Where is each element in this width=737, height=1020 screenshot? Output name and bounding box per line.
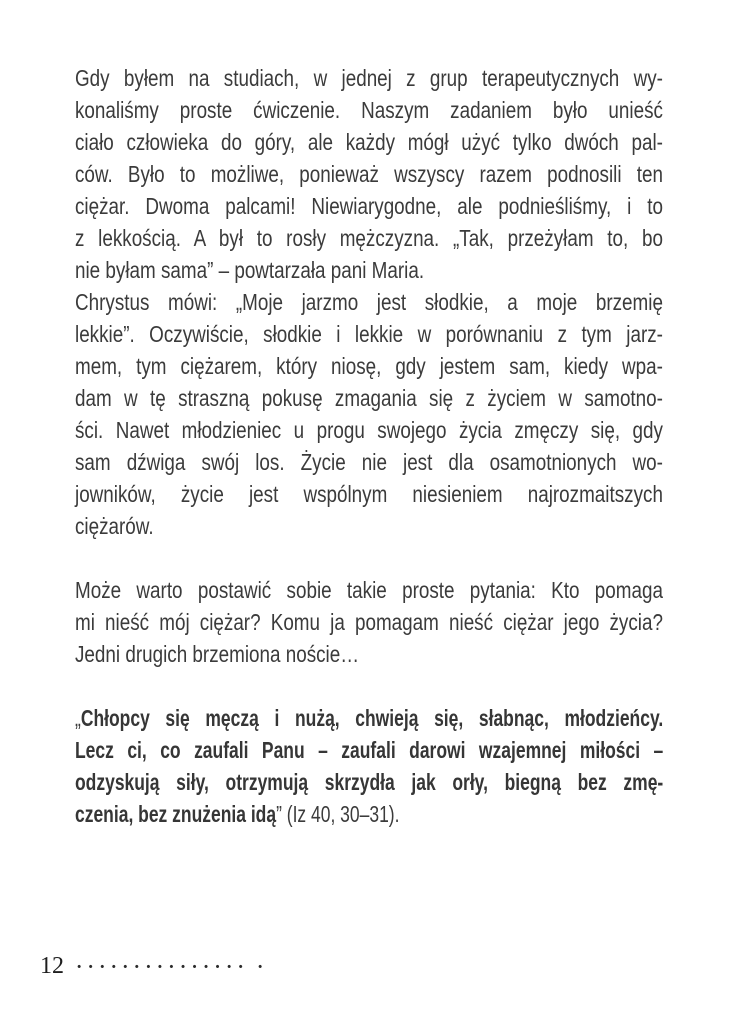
paragraph-3 [75,574,663,670]
body-text: jowników, życie jest wspólnym niesieniem najrozmaitszych [75,481,663,507]
body-text: dam w tę straszną pokusę zmagania się z życiem w samotno- [75,385,663,411]
text-line [75,606,663,638]
body-text: ” (Iz 40, 30–31). [276,801,400,827]
body-text: nie byłam sama” – powtarzała pani Maria. [75,257,425,283]
text-line [75,798,663,830]
text-line [75,446,663,478]
body-text: „ [75,705,81,731]
text-line [75,510,663,542]
text-line [75,350,663,382]
body-text: konaliśmy proste ćwiczenie. Naszym zadaniem było unieść [75,97,663,123]
text-line [75,126,663,158]
text-line [75,94,663,126]
text-line [75,190,663,222]
body-text: sam dźwiga swój los. Życie nie jest dla osamotnionych wo- [75,449,663,475]
text-line [75,318,663,350]
emphasized-text: Lecz ci, co zaufali Panu – zaufali darowi wzajemnej miłości – [75,737,664,763]
body-text: mi nieść mój ciężar? Komu ja pomagam nieść ciężar jego życia? [75,609,663,635]
paragraph-1 [75,62,663,286]
body-text: lekkie”. Oczywiście, słodkie i lekkie w porównaniu z tym jarz- [75,321,663,347]
body-text: z lekkością. A był to rosły mężczyzna. „Tak, przeżyłam to, bo [75,225,663,251]
body-text: Chrystus mówi: „Moje jarzmo jest słodkie, a moje brzemię [75,289,663,315]
body-text: Może warto postawić sobie takie proste pytania: Kto pomaga [75,577,663,603]
body-text: ców. Było to możliwe, ponieważ wszyscy razem podnosili ten [75,161,663,187]
page-footer [40,953,263,980]
emphasized-text: odzyskują siły, otrzymują skrzydła jak orły, biegną bez zmę- [75,769,664,795]
text-line [75,382,663,414]
body-text: mem, tym ciężarem, który niosę, gdy jestem sam, kiedy wpa- [75,353,663,379]
body-text: ciężar. Dwoma palcami! Niewiarygodne, ale podnieśliśmy, i to [75,193,663,219]
text-line [75,222,663,254]
body-text: Jedni drugich brzemiona noście… [75,641,360,667]
body-text: Gdy byłem na studiach, w jednej z grup terapeutycznych wy- [75,65,663,91]
emphasized-text: Chłopcy się męczą i nużą, chwieją się, słabnąc, młodzieńcy. [80,705,664,731]
text-block [75,62,737,830]
paragraph-2 [75,286,663,542]
text-line [75,766,663,798]
emphasized-text: czenia, bez znużenia idą [75,801,277,827]
end-dot: · [257,957,264,978]
text-line [75,734,663,766]
text-line [75,414,663,446]
text-line [75,702,663,734]
text-line [75,62,663,94]
text-line [75,638,663,670]
text-line [75,158,663,190]
body-text: ści. Nawet młodzieniec u progu swojego życia zmęczy się, gdy [75,417,663,443]
page-number: 12 [40,953,64,979]
paragraph-4 [75,702,663,830]
text-line [75,478,663,510]
text-line [75,254,663,286]
body-text: ciało człowieka do góry, ale każdy mógł użyć tylko dwóch pal- [75,129,663,155]
text-line [75,286,663,318]
body-text: ciężarów. [75,513,154,539]
text-line [75,574,663,606]
dot-leader: ··············· [76,957,250,978]
